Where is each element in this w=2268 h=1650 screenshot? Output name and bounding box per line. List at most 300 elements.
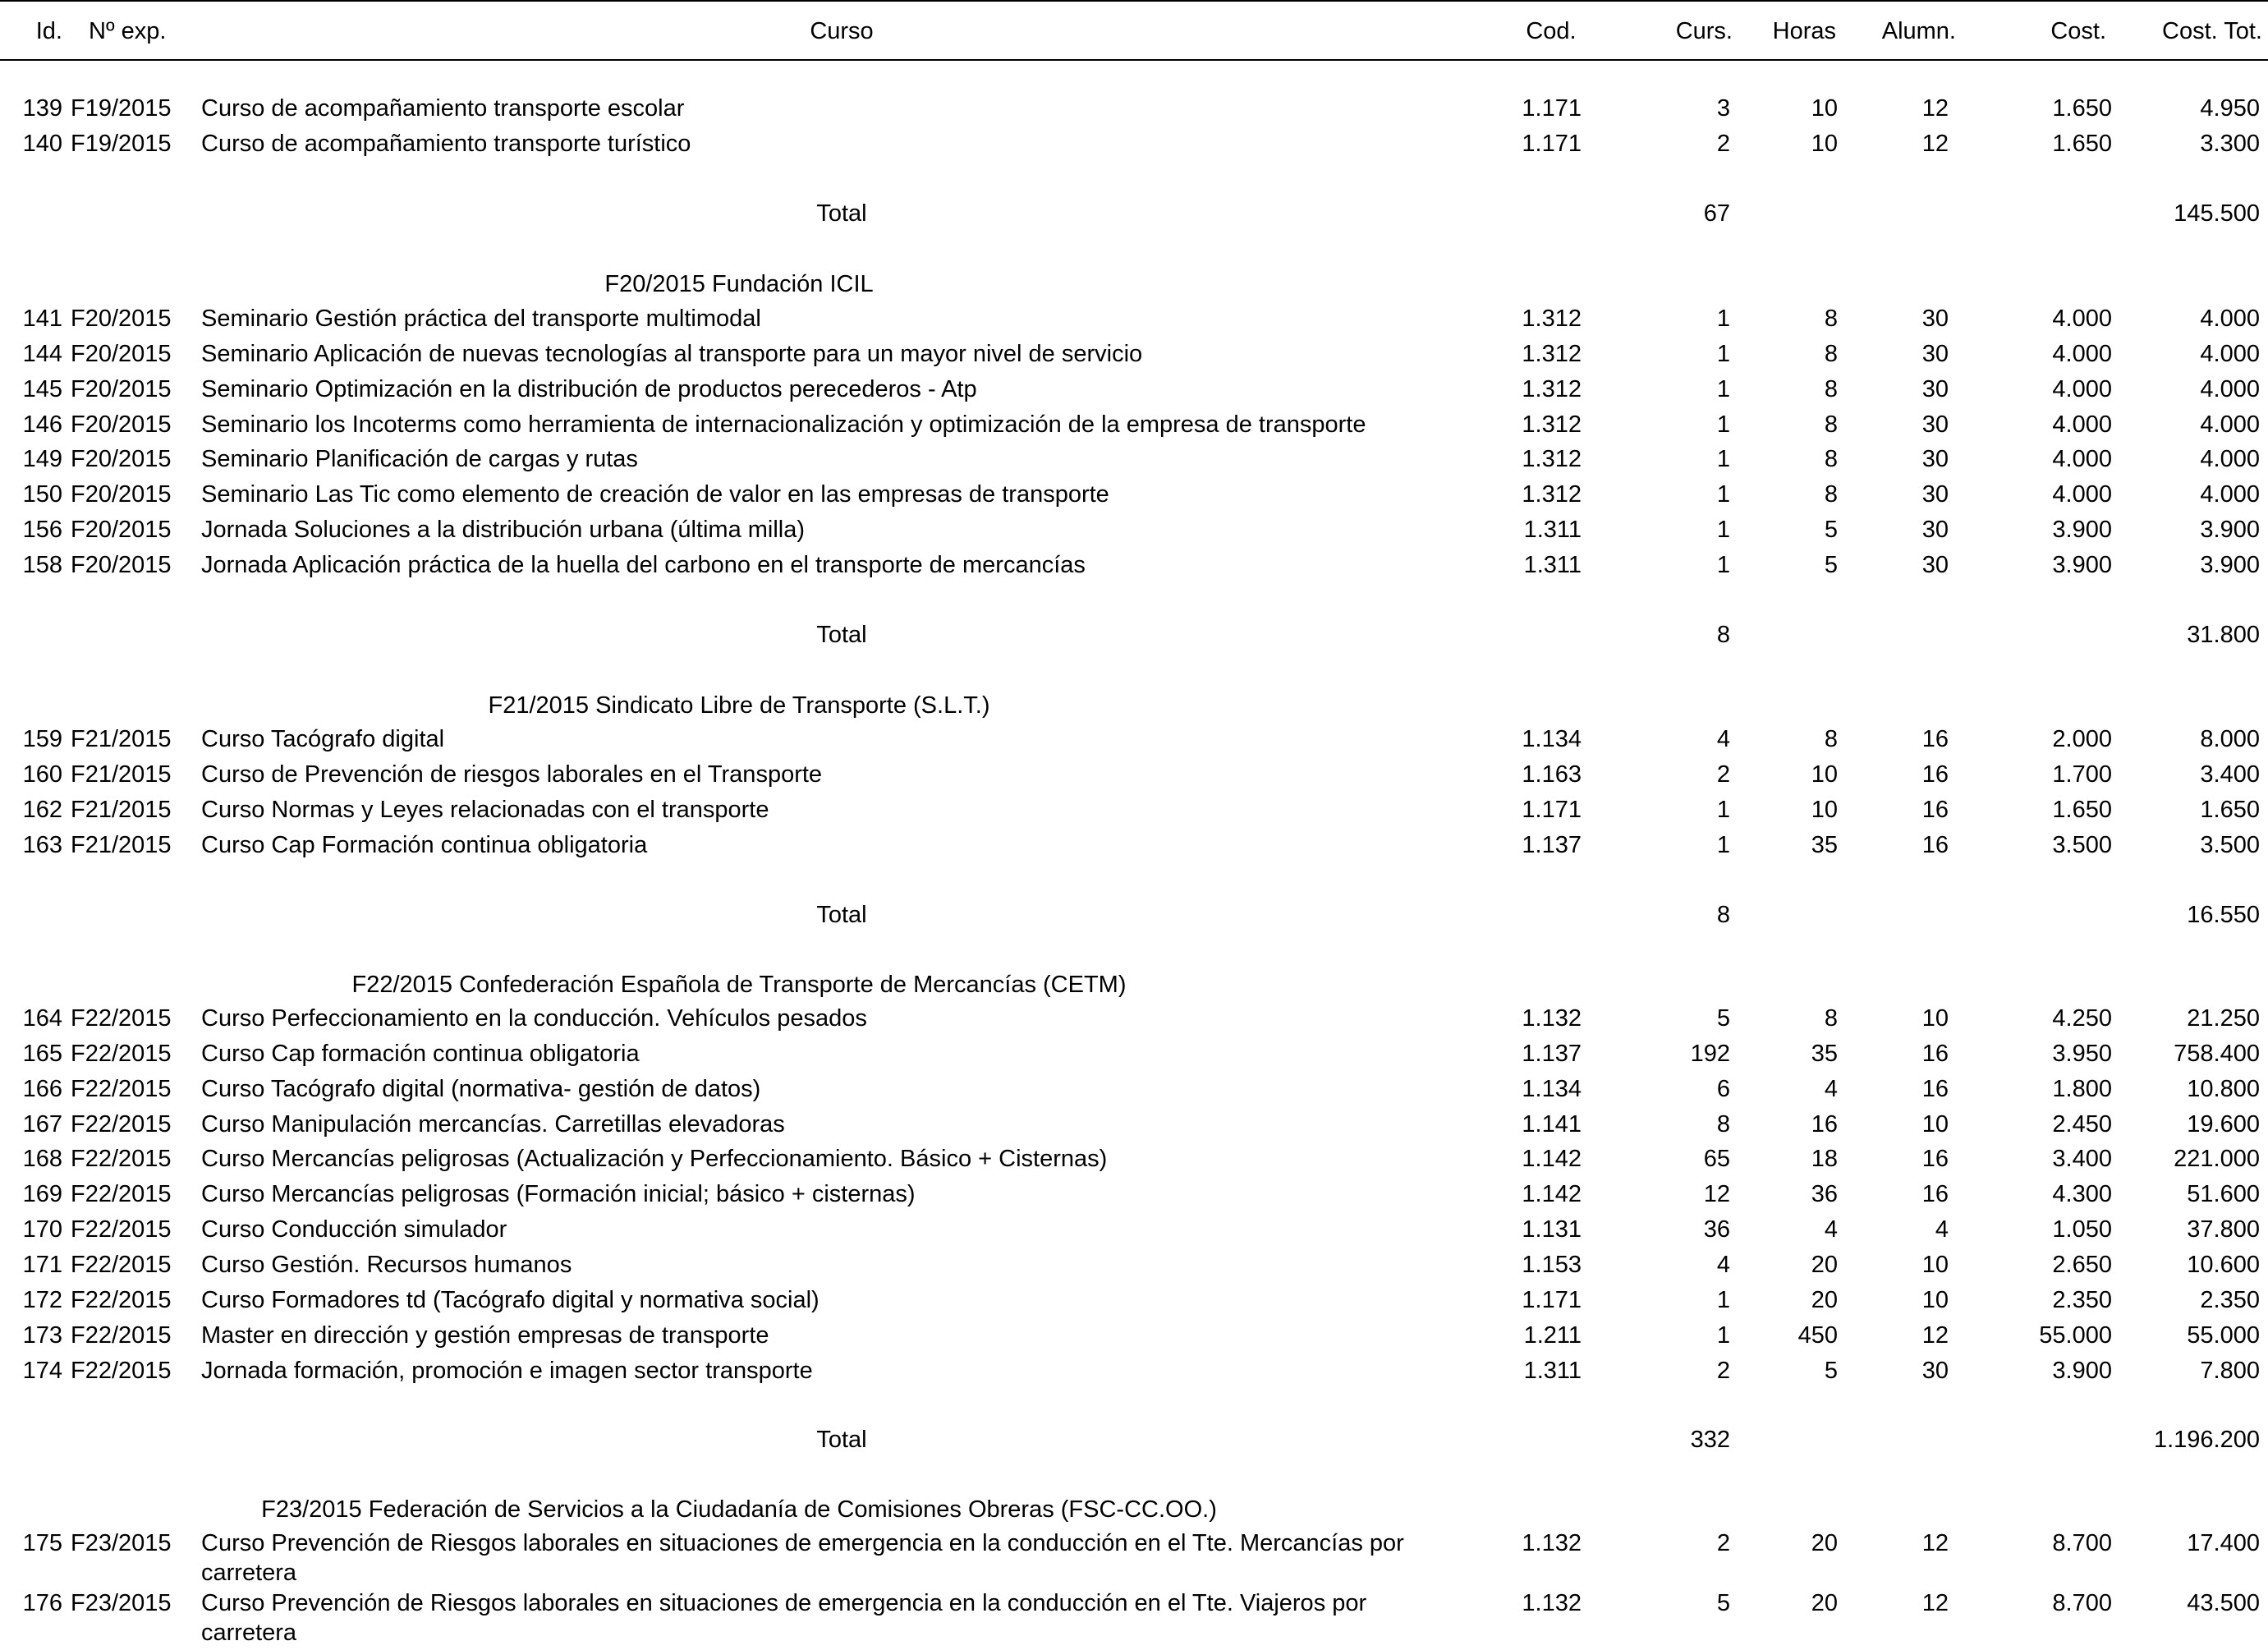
row-horas: 10	[1811, 131, 1838, 157]
row-cost-tot: 21.250	[2187, 1005, 2260, 1032]
total-curs: 332	[1690, 1427, 1730, 1453]
row-cost: 4.000	[2052, 376, 2112, 402]
row-curs: 36	[1703, 1216, 1730, 1243]
row-cost: 2.450	[2052, 1111, 2112, 1138]
total-cost-tot: 1.196.200	[2153, 1427, 2260, 1453]
row-cost: 3.900	[2052, 517, 2112, 543]
row-cod: 1.134	[1522, 1076, 1582, 1102]
row-exp: F23/2015	[71, 1530, 172, 1556]
row-id: 173	[22, 1322, 62, 1349]
row-cod: 1.132	[1522, 1590, 1582, 1616]
row-alumn: 30	[1921, 1358, 1949, 1384]
row-cost-tot: 3.900	[2200, 552, 2260, 578]
row-exp: F20/2015	[71, 481, 172, 508]
header-cost-tot: Cost. Tot.	[2162, 18, 2262, 44]
row-curs: 1	[1716, 341, 1730, 367]
row-alumn: 16	[1921, 726, 1949, 752]
row-cod: 1.142	[1522, 1181, 1582, 1207]
row-cost-tot: 4.000	[2200, 341, 2260, 367]
row-exp: F22/2015	[71, 1111, 172, 1138]
row-exp: F22/2015	[71, 1146, 172, 1172]
row-exp: F21/2015	[71, 797, 172, 823]
total-curs: 8	[1716, 622, 1730, 648]
row-curs: 1	[1716, 517, 1730, 543]
row-curso: Jornada Aplicación práctica de la huella del carbono en el transporte de mercancías	[201, 552, 1086, 578]
total-row	[0, 199, 2268, 233]
row-alumn: 16	[1921, 1146, 1949, 1172]
row-cost: 1.650	[2052, 797, 2112, 823]
row-exp: F20/2015	[71, 446, 172, 472]
table-row	[0, 480, 2268, 514]
row-alumn: 30	[1921, 446, 1949, 472]
row-curs: 5	[1716, 1590, 1730, 1616]
row-cost: 2.350	[2052, 1287, 2112, 1313]
row-curso: Curso Mercancías peligrosas (Actualización y Perfeccionamiento. Básico + Cisternas)	[201, 1146, 1108, 1172]
row-id: 159	[22, 726, 62, 752]
row-cod: 1.142	[1522, 1146, 1582, 1172]
row-alumn: 30	[1921, 341, 1949, 367]
row-curso: Seminario Planificación de cargas y rutas	[201, 446, 638, 472]
row-exp: F19/2015	[71, 131, 172, 157]
total-curs: 67	[1703, 200, 1730, 227]
row-curs: 8	[1716, 1111, 1730, 1138]
row-id: 176	[22, 1590, 62, 1616]
section-title: F20/2015 Fundación ICIL	[604, 271, 874, 297]
row-cost-tot: 17.400	[2187, 1530, 2260, 1556]
row-curs: 2	[1716, 1530, 1730, 1556]
row-alumn: 12	[1921, 1322, 1949, 1349]
table-row	[0, 1528, 2268, 1588]
row-cost-tot: 19.600	[2187, 1111, 2260, 1138]
total-row	[0, 620, 2268, 655]
row-curs: 2	[1716, 1358, 1730, 1384]
row-curso: Curso Normas y Leyes relacionadas con el transporte	[201, 797, 769, 823]
row-cod: 1.153	[1522, 1252, 1582, 1278]
row-curs: 1	[1716, 376, 1730, 402]
row-curso: Curso Tacógrafo digital	[201, 726, 445, 752]
row-curso: Curso Gestión. Recursos humanos	[201, 1252, 572, 1278]
row-alumn: 30	[1921, 376, 1949, 402]
row-cod: 1.132	[1522, 1530, 1582, 1556]
row-cod: 1.171	[1522, 131, 1582, 157]
row-id: 174	[22, 1358, 62, 1384]
total-label: Total	[816, 200, 867, 227]
row-horas: 450	[1797, 1322, 1838, 1349]
row-alumn: 16	[1921, 832, 1949, 858]
row-horas: 8	[1824, 411, 1838, 438]
table-row	[0, 760, 2268, 794]
row-cost: 1.650	[2052, 131, 2112, 157]
total-row	[0, 900, 2268, 935]
row-cost-tot: 37.800	[2187, 1216, 2260, 1243]
row-cost: 4.000	[2052, 481, 2112, 508]
row-id: 166	[22, 1076, 62, 1102]
row-exp: F22/2015	[71, 1005, 172, 1032]
section-title: F22/2015 Confederación Española de Transporte de Mercancías (CETM)	[351, 972, 1127, 998]
row-cod: 1.171	[1522, 1287, 1582, 1313]
row-horas: 4	[1824, 1216, 1838, 1243]
row-id: 144	[22, 341, 62, 367]
row-horas: 8	[1824, 1005, 1838, 1032]
row-exp: F22/2015	[71, 1322, 172, 1349]
row-id: 172	[22, 1287, 62, 1313]
row-horas: 8	[1824, 341, 1838, 367]
row-cost-tot: 1.650	[2200, 797, 2260, 823]
header-exp: Nº exp.	[89, 18, 167, 44]
row-alumn: 30	[1921, 306, 1949, 332]
row-horas: 20	[1811, 1287, 1838, 1313]
row-exp: F23/2015	[71, 1590, 172, 1616]
row-horas: 36	[1811, 1181, 1838, 1207]
row-cost-tot: 4.000	[2200, 446, 2260, 472]
row-horas: 5	[1824, 517, 1838, 543]
row-alumn: 4	[1935, 1216, 1949, 1243]
section-title: F23/2015 Federación de Servicios a la Ciudadanía de Comisiones Obreras (FSC-CC.OO.)	[261, 1496, 1217, 1523]
table-row	[0, 1144, 2268, 1179]
header-curs: Curs.	[1675, 18, 1733, 44]
row-curs: 1	[1716, 411, 1730, 438]
row-horas: 5	[1824, 1358, 1838, 1384]
row-curso: Curso de acompañamiento transporte turístico	[201, 131, 691, 157]
row-id: 158	[22, 552, 62, 578]
row-cod: 1.171	[1522, 95, 1582, 122]
row-cost: 2.650	[2052, 1252, 2112, 1278]
row-cod: 1.134	[1522, 726, 1582, 752]
row-id: 169	[22, 1181, 62, 1207]
row-cod: 1.131	[1522, 1216, 1582, 1243]
row-cost-tot: 10.800	[2187, 1076, 2260, 1102]
row-alumn: 10	[1921, 1252, 1949, 1278]
row-exp: F20/2015	[71, 341, 172, 367]
row-cod: 1.171	[1522, 797, 1582, 823]
row-alumn: 16	[1921, 761, 1949, 788]
row-horas: 10	[1811, 797, 1838, 823]
table-row	[0, 304, 2268, 338]
row-cost: 3.500	[2052, 832, 2112, 858]
row-curso: Curso Cap formación continua obligatoria	[201, 1041, 640, 1067]
row-cost-tot: 3.500	[2200, 832, 2260, 858]
table-row	[0, 94, 2268, 128]
row-cod: 1.312	[1522, 376, 1582, 402]
row-curs: 2	[1716, 761, 1730, 788]
row-horas: 8	[1824, 306, 1838, 332]
row-cost: 1.650	[2052, 95, 2112, 122]
row-cost: 4.000	[2052, 446, 2112, 472]
row-horas: 8	[1824, 376, 1838, 402]
row-curs: 4	[1716, 726, 1730, 752]
row-cost-tot: 4.000	[2200, 376, 2260, 402]
row-horas: 10	[1811, 761, 1838, 788]
row-curso: Curso Mercancías peligrosas (Formación inicial; básico + cisternas)	[201, 1181, 916, 1207]
row-id: 150	[22, 481, 62, 508]
row-cod: 1.137	[1522, 1041, 1582, 1067]
row-exp: F20/2015	[71, 517, 172, 543]
row-cost-tot: 3.400	[2200, 761, 2260, 788]
table-row	[0, 339, 2268, 374]
row-curso: Jornada formación, promoción e imagen sector transporte	[201, 1358, 813, 1384]
row-curs: 1	[1716, 1322, 1730, 1349]
row-cost: 3.900	[2052, 552, 2112, 578]
row-curso: Curso Prevención de Riesgos laborales en situaciones de emergencia en la conducción en el Tte. Mercancías por carretera	[201, 1530, 1404, 1586]
row-cost-tot: 4.000	[2200, 306, 2260, 332]
row-id: 170	[22, 1216, 62, 1243]
row-alumn: 10	[1921, 1005, 1949, 1032]
table-row	[0, 1285, 2268, 1320]
row-horas: 20	[1811, 1252, 1838, 1278]
row-cost: 2.000	[2052, 726, 2112, 752]
row-curs: 1	[1716, 481, 1730, 508]
row-id: 164	[22, 1005, 62, 1032]
row-exp: F20/2015	[71, 411, 172, 438]
row-alumn: 12	[1921, 95, 1949, 122]
row-cost-tot: 43.500	[2187, 1590, 2260, 1616]
row-cost-tot: 4.000	[2200, 411, 2260, 438]
row-exp: F20/2015	[71, 376, 172, 402]
row-horas: 8	[1824, 481, 1838, 508]
header-cost: Cost.	[2050, 18, 2106, 44]
row-horas: 35	[1811, 832, 1838, 858]
table-row	[0, 129, 2268, 163]
row-id: 141	[22, 306, 62, 332]
row-curso: Curso de acompañamiento transporte escolar	[201, 95, 685, 122]
row-cost: 3.950	[2052, 1041, 2112, 1067]
total-cost-tot: 145.500	[2174, 200, 2260, 227]
row-alumn: 16	[1921, 1041, 1949, 1067]
row-cost: 3.900	[2052, 1358, 2112, 1384]
row-id: 160	[22, 761, 62, 788]
row-exp: F22/2015	[71, 1181, 172, 1207]
row-exp: F21/2015	[71, 832, 172, 858]
header-alumn: Alumn.	[1881, 18, 1956, 44]
row-curs: 192	[1690, 1041, 1730, 1067]
table-row	[0, 1250, 2268, 1285]
table-row	[0, 1215, 2268, 1249]
row-horas: 35	[1811, 1041, 1838, 1067]
row-id: 167	[22, 1111, 62, 1138]
row-horas: 18	[1811, 1146, 1838, 1172]
row-id: 145	[22, 376, 62, 402]
row-id: 168	[22, 1146, 62, 1172]
total-label: Total	[816, 622, 867, 648]
row-cod: 1.312	[1522, 306, 1582, 332]
row-curs: 65	[1703, 1146, 1730, 1172]
row-alumn: 30	[1921, 552, 1949, 578]
row-horas: 16	[1811, 1111, 1838, 1138]
row-horas: 4	[1824, 1076, 1838, 1102]
row-cost: 4.000	[2052, 306, 2112, 332]
row-cod: 1.163	[1522, 761, 1582, 788]
row-curs: 3	[1716, 95, 1730, 122]
row-horas: 5	[1824, 552, 1838, 578]
row-cost: 4.000	[2052, 411, 2112, 438]
row-cost: 1.050	[2052, 1216, 2112, 1243]
row-curs: 4	[1716, 1252, 1730, 1278]
row-horas: 8	[1824, 726, 1838, 752]
row-cost: 8.700	[2052, 1530, 2112, 1556]
row-horas: 10	[1811, 95, 1838, 122]
row-curs: 2	[1716, 131, 1730, 157]
row-cost: 1.800	[2052, 1076, 2112, 1102]
row-cod: 1.311	[1523, 1358, 1582, 1384]
row-alumn: 30	[1921, 481, 1949, 508]
row-id: 162	[22, 797, 62, 823]
row-exp: F22/2015	[71, 1287, 172, 1313]
row-cost: 1.700	[2052, 761, 2112, 788]
row-curso: Curso Cap Formación continua obligatoria	[201, 832, 648, 858]
row-exp: F21/2015	[71, 761, 172, 788]
table-row	[0, 1110, 2268, 1144]
row-curs: 1	[1716, 797, 1730, 823]
row-id: 165	[22, 1041, 62, 1067]
table-row	[0, 1074, 2268, 1109]
row-cost: 3.400	[2052, 1146, 2112, 1172]
total-cost-tot: 16.550	[2187, 902, 2260, 928]
row-alumn: 16	[1921, 797, 1949, 823]
row-cost: 4.250	[2052, 1005, 2112, 1032]
row-curso: Curso Tacógrafo digital (normativa- gestión de datos)	[201, 1076, 761, 1102]
row-curso: Seminario los Incoterms como herramienta de internacionalización y optimización de la empresa de transporte	[201, 411, 1366, 438]
table-row	[0, 410, 2268, 444]
row-exp: F22/2015	[71, 1216, 172, 1243]
row-cost-tot: 55.000	[2187, 1322, 2260, 1349]
table-row	[0, 1039, 2268, 1073]
row-alumn: 30	[1921, 517, 1949, 543]
row-curso: Seminario Optimización en la distribución de productos perecederos - Atp	[201, 376, 977, 402]
row-cost: 4.300	[2052, 1181, 2112, 1207]
row-curso: Curso Conducción simulador	[201, 1216, 507, 1243]
total-label: Total	[816, 902, 867, 928]
row-cost-tot: 3.300	[2200, 131, 2260, 157]
row-cost-tot: 10.600	[2187, 1252, 2260, 1278]
table-row	[0, 444, 2268, 479]
row-exp: F22/2015	[71, 1358, 172, 1384]
row-exp: F20/2015	[71, 552, 172, 578]
row-cod: 1.312	[1522, 481, 1582, 508]
table-row	[0, 375, 2268, 409]
row-exp: F21/2015	[71, 726, 172, 752]
row-curso: Curso Perfeccionamiento en la conducción. Vehículos pesados	[201, 1005, 867, 1032]
row-curso: Curso Prevención de Riesgos laborales en situaciones de emergencia en la conducción en el Tte. Viajeros por carretera	[201, 1590, 1367, 1646]
table-row	[0, 1179, 2268, 1214]
row-id: 149	[22, 446, 62, 472]
row-cost-tot: 758.400	[2174, 1041, 2260, 1067]
row-curs: 1	[1716, 446, 1730, 472]
row-alumn: 10	[1921, 1111, 1949, 1138]
table-row	[0, 1004, 2268, 1038]
row-cod: 1.137	[1522, 832, 1582, 858]
row-curs: 1	[1716, 1287, 1730, 1313]
row-id: 171	[22, 1252, 62, 1278]
row-id: 146	[22, 411, 62, 438]
header-id: Id.	[35, 18, 62, 44]
row-horas: 8	[1824, 446, 1838, 472]
row-curso: Jornada Soluciones a la distribución urbana (última milla)	[201, 517, 806, 543]
row-id: 163	[22, 832, 62, 858]
row-cost-tot: 4.950	[2200, 95, 2260, 122]
row-exp: F20/2015	[71, 306, 172, 332]
row-cost-tot: 51.600	[2187, 1181, 2260, 1207]
row-horas: 20	[1811, 1590, 1838, 1616]
row-alumn: 30	[1921, 411, 1949, 438]
total-row	[0, 1425, 2268, 1459]
table-row	[0, 550, 2268, 585]
row-cod: 1.311	[1523, 552, 1582, 578]
row-curso: Curso Manipulación mercancías. Carretillas elevadoras	[201, 1111, 785, 1138]
row-curs: 1	[1716, 306, 1730, 332]
row-exp: F22/2015	[71, 1041, 172, 1067]
table-row	[0, 515, 2268, 549]
row-id: 175	[22, 1530, 62, 1556]
row-exp: F19/2015	[71, 95, 172, 122]
row-curs: 12	[1703, 1181, 1730, 1207]
row-cost-tot: 2.350	[2200, 1287, 2260, 1313]
row-curso: Seminario Las Tic como elemento de creación de valor en las empresas de transporte	[201, 481, 1109, 508]
header-cod: Cod.	[1526, 18, 1577, 44]
row-curs: 5	[1716, 1005, 1730, 1032]
total-label: Total	[816, 1427, 867, 1453]
table-header	[0, 0, 2268, 61]
row-exp: F22/2015	[71, 1076, 172, 1102]
row-alumn: 16	[1921, 1076, 1949, 1102]
row-curso: Master en dirección y gestión empresas de transporte	[201, 1322, 769, 1349]
row-alumn: 16	[1921, 1181, 1949, 1207]
section-title: F21/2015 Sindicato Libre de Transporte (S.L.T.)	[488, 692, 990, 719]
total-cost-tot: 31.800	[2187, 622, 2260, 648]
table-row	[0, 1321, 2268, 1355]
row-id: 139	[22, 95, 62, 122]
row-curso: Seminario Aplicación de nuevas tecnologías al transporte para un mayor nivel de servicio	[201, 341, 1143, 367]
table-row	[0, 724, 2268, 759]
row-cod: 1.132	[1522, 1005, 1582, 1032]
row-cod: 1.141	[1522, 1111, 1582, 1138]
row-curso: Curso Formadores td (Tacógrafo digital y normativa social)	[201, 1287, 820, 1313]
row-cost-tot: 4.000	[2200, 481, 2260, 508]
row-curs: 1	[1716, 832, 1730, 858]
row-cost-tot: 3.900	[2200, 517, 2260, 543]
table-row	[0, 1588, 2268, 1648]
row-alumn: 12	[1921, 131, 1949, 157]
table-row	[0, 795, 2268, 830]
row-cod: 1.311	[1523, 517, 1582, 543]
row-cod: 1.312	[1522, 341, 1582, 367]
row-cod: 1.211	[1523, 1322, 1582, 1349]
row-cost: 4.000	[2052, 341, 2112, 367]
row-cost-tot: 8.000	[2200, 726, 2260, 752]
table-row	[0, 830, 2268, 865]
row-curso: Seminario Gestión práctica del transporte multimodal	[201, 306, 761, 332]
row-curs: 1	[1716, 552, 1730, 578]
total-curs: 8	[1716, 902, 1730, 928]
header-horas: Horas	[1772, 18, 1836, 44]
row-cod: 1.312	[1522, 411, 1582, 438]
row-alumn: 10	[1921, 1287, 1949, 1313]
row-cod: 1.312	[1522, 446, 1582, 472]
header-curso: Curso	[810, 18, 874, 44]
row-cost-tot: 221.000	[2174, 1146, 2260, 1172]
row-cost-tot: 7.800	[2200, 1358, 2260, 1384]
row-curs: 6	[1716, 1076, 1730, 1102]
row-horas: 20	[1811, 1530, 1838, 1556]
row-exp: F22/2015	[71, 1252, 172, 1278]
row-curso: Curso de Prevención de riesgos laborales en el Transporte	[201, 761, 823, 788]
row-alumn: 12	[1921, 1530, 1949, 1556]
row-id: 156	[22, 517, 62, 543]
row-cost: 55.000	[2039, 1322, 2112, 1349]
row-id: 140	[22, 131, 62, 157]
row-alumn: 12	[1921, 1590, 1949, 1616]
table-row	[0, 1356, 2268, 1390]
row-cost: 8.700	[2052, 1590, 2112, 1616]
